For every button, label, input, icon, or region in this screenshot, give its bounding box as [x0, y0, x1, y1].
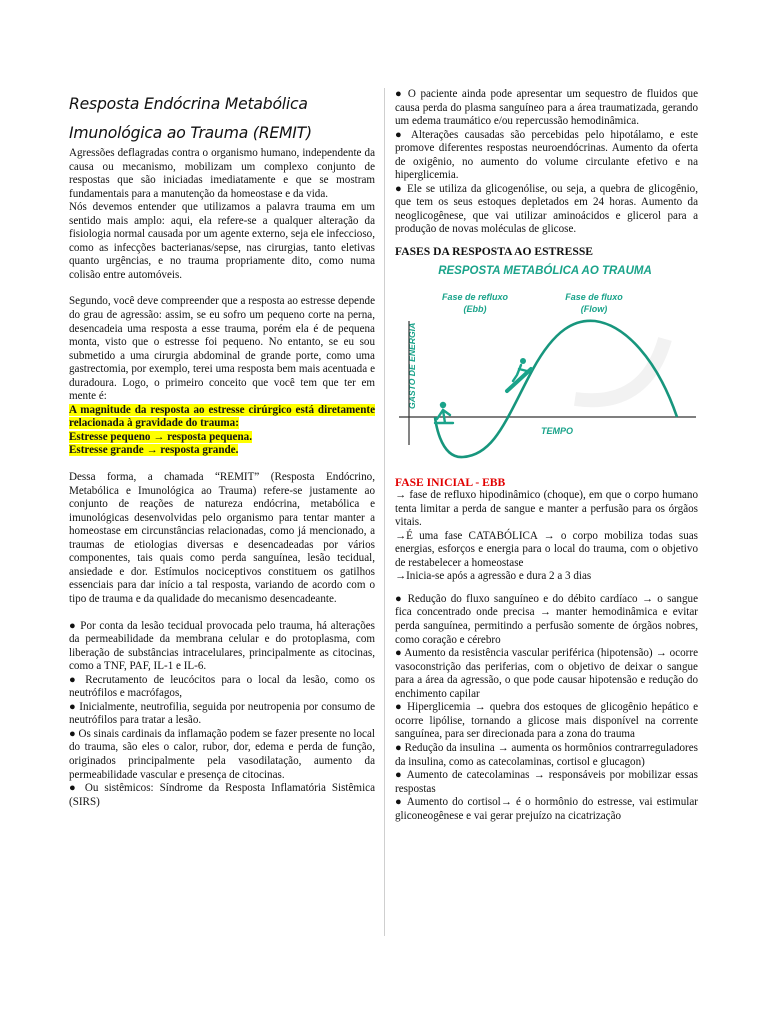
chart-title: RESPOSTA METABÓLICA AO TRAUMA	[438, 264, 652, 277]
bullet-cortisol: ● Aumento do cortisol→ é o hormônio do estresse, vai estimular gliconeogênese e vai gerar prejuízo na cicatrização	[395, 796, 698, 822]
watermark-arc	[575, 339, 665, 400]
bullet-hyperglycemia: ● Hiperglicemia → quebra dos estoques de glicogênio hepático e ocorre lipólise, tornando a glicose mais disponível na corrente sanguínea, para ser direcionada para a zona do trauma	[395, 701, 698, 741]
metabolic-response-chart	[395, 259, 698, 474]
page-title-line-1: Resposta Endócrina Metabólica	[69, 95, 308, 113]
y-axis-label: GASTO DE ENERGIA	[407, 322, 417, 409]
ebb-duration: →Inicia-se após a agressão e dura 2 a 3 dias	[395, 570, 592, 583]
flow-label-line-2: (Flow)	[580, 303, 608, 314]
left-column	[69, 88, 375, 809]
section-title-ebb: FASE INICIAL - EBB	[395, 475, 506, 489]
fallen-person-icon	[435, 401, 453, 422]
bullet-cardinal-signs: ● Os sinais cardinais da inflamação podem se fazer presente no local do trauma, são eles o calor, rubor, dor, edema e perda de função, originados principalmente pela vasodilatação, aumento da permeabilidade vascular e presença de citocinas.	[69, 727, 375, 781]
bullet-vascular-resistance: ● Aumento da resistência vascular periférica (hipotensão) → ocorre vasoconstrição das periferias, com o objetivo de deixar o sangue para a área da agressão, o que pode causar hipotensão e redução do enchimento capilar	[395, 647, 698, 700]
bullet-insulin: ● Redução da insulina → aumenta os hormônios contrarreguladores da insulina, como as catecolaminas, cortisol e glucagon)	[395, 741, 698, 768]
surfer-icon	[507, 358, 531, 391]
highlight-magnitude: A magnitude da resposta ao estresse cirúrgico está diretamente relacionada à gravidade do trauma:	[69, 403, 375, 430]
bullet-catecholamines: ● Aumento de catecolaminas → responsáveis por mobilizar essas respostas	[395, 769, 698, 795]
bullet-hypothalamus: ● Alterações causadas são percebidas pelo hipotálamo, e este promove diferentes respostas neuroendócrinas. Aumento da oferta de oxigênio, no aumento do volume circulante efetivo e na hiperglicemia.	[395, 128, 698, 182]
ebb-label-line-2: (Ebb)	[463, 303, 487, 314]
bullet-glycogenolysis: ● Ele se utiliza da glicogenólise, ou seja, a quebra de glicogênio, que tem os seus estoques depletados em 24 horas. Aumento da neoglicogênese, que vai utilizar aminoácidos e glicerol para a produção de novas moléculas de glicose.	[395, 182, 698, 236]
paragraph-remit-definition: Dessa forma, a chamada “REMIT” (Resposta Endócrino, Metabólica e Imunológica ao Trauma) refere-se justamente ao conjunto de reações de natureza endócrina, metabólica e imunológicas desenvolvidas pelo organismo para tentar manter a homeostase em circunstâncias relacionadas, como já mencionado, a traumas de etiologias diversas e desencadeadas por vários componentes, tais quais como perda sanguínea, lesão tecidual, ansiedade e dor. Estímulos nociceptivos constituem os gatilhos essenciais para dar início a tal resposta, variando de acordo com o tipo de trauma e da qualidade do mecanismo desencadeante.	[69, 471, 375, 605]
section-title-phases: FASES DA RESPOSTA AO ESTRESSE	[395, 245, 594, 259]
paragraph-stress-degree: Segundo, você deve compreender que a resposta ao estresse depende do grau de agressão: assim, se eu sofro um pequeno corte na perna, desencadeia uma resposta a esse trauma, porém ela é de pequena monta, visto que o estresse foi pequeno. No entanto, se eu sou submetido a uma cirurgia abdominal de grande porte, como uma gastrectomia, por exemplo, terei uma resposta bem mais acentuada e duradoura. Logo, o primeiro conceito que você tem que ter em mente é:	[69, 295, 375, 403]
ebb-catabolic: →É uma fase CATABÓLICA → o corpo mobiliza todas suas energias, esforços e energia para o local do trauma, com o objetivo de restabelecer a homeostase	[395, 529, 698, 569]
page-title-line-2: Imunológica ao Trauma (REMIT)	[69, 124, 312, 142]
bullet-fluid-sequestration: ● O paciente ainda pode apresentar um sequestro de fluidos que causa perda do plasma sanguíneo para a área traumatizada, gerando um edema traumático e/ou repercussão hemodinâmica.	[395, 88, 698, 128]
bullet-blood-flow: ● Redução do fluxo sanguíneo e do débito cardíaco → o sangue fica concentrado onde precisa → manter hemodinâmica e evitar perda sanguínea, permitindo a perfusão somente de órgãos nobres, como coração e cérebro	[395, 592, 698, 646]
highlight-large-stress: Estresse grande → resposta grande.	[69, 444, 239, 457]
highlight-small-stress: Estresse pequeno → resposta pequena.	[69, 430, 252, 443]
x-axis-label: TEMPO	[540, 425, 574, 436]
paragraph-trauma-definition: Nós devemos entender que utilizamos a palavra trauma em um sentido mais amplo: aqui, ela refere-se a qualquer alteração da fisiologia normal causada por um agente externo, seja ele infeccioso, como as infecções bacterianas/sepse, nas cirurgias, tanto eletivas quanto urgências, e no trauma propriamente dito, como numa colisão entre automóveis.	[69, 201, 375, 281]
highlighted-concept	[69, 404, 375, 431]
right-column	[395, 88, 698, 823]
bullet-leukocytes: ● Recrutamento de leucócitos para o local da lesão, como os neutrófilos e macrófagos,	[69, 673, 375, 700]
bullet-sirs: ● Ou sistêmicos: Síndrome da Resposta Inflamatória Sistêmica (SIRS)	[69, 782, 375, 808]
paragraph-intro: Agressões deflagradas contra o organismo humano, independente da causa ou mecanismo, mobilizam um complexo conjunto de respostas que são iniciadas imediatamente e que se mostram fundamentais para a manutenção da homeostase e da vida.	[69, 147, 375, 200]
ebb-label-line-1: Fase de refluxo	[441, 291, 509, 302]
ebb-hypodynamic: → fase de refluxo hipodinâmico (choque), em que o corpo humano tenta limitar a perda de sangue e manter a perfusão para os órgãos vitais.	[395, 489, 698, 529]
chart-svg	[395, 259, 698, 474]
bullet-neutrophilia: ● Inicialmente, neutrofilia, seguida por neutropenia por consumo de neutrófilos para tratar a lesão.	[69, 700, 375, 727]
bullet-cell-permeability: ● Por conta da lesão tecidual provocada pelo trauma, há alterações da permeabilidade da membrana celular e do protoplasma, com liberação de substâncias intracelulares, principalmente as citocinas, como a TNF, PAF, IL-1 e IL-6.	[69, 619, 375, 673]
column-divider	[384, 88, 385, 936]
flow-label-line-1: Fase de fluxo	[565, 291, 623, 302]
